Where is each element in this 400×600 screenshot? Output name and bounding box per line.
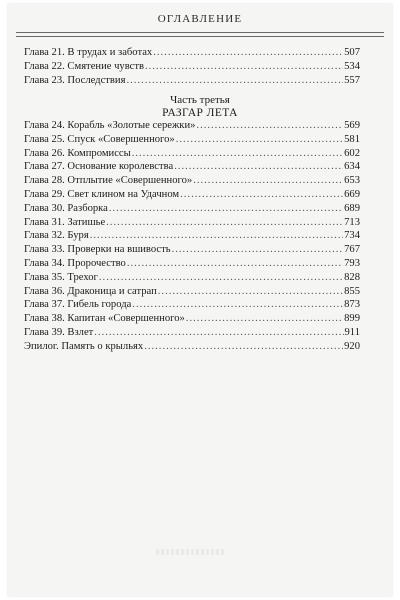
- toc-entry-title: Глава 21. В трудах и заботах: [24, 47, 153, 58]
- toc-entry: [24, 147, 360, 161]
- toc-entry: [24, 340, 360, 354]
- toc-entry: [24, 60, 360, 74]
- toc-entry: [24, 174, 360, 188]
- toc-entry: [24, 229, 360, 243]
- toc-leader-dots: [94, 326, 343, 340]
- toc-leader-dots: [158, 285, 343, 299]
- toc-entry: [24, 74, 360, 88]
- toc-entry-title: Глава 35. Трехог: [24, 271, 98, 283]
- toc-entry-page: 581: [344, 133, 360, 145]
- toc-group-part-three: [24, 119, 360, 340]
- toc-entry-title: Глава 37. Гибель города: [24, 299, 132, 311]
- toc-leader-dots: [132, 147, 343, 161]
- toc-entry: [24, 160, 360, 174]
- toc-entry-page: 873: [344, 299, 360, 311]
- toc-group-part-two-end: [24, 46, 360, 87]
- toc-group-epilogue: [24, 340, 360, 354]
- toc-entry-title: Глава 36. Драконица и сатрап: [24, 285, 157, 297]
- toc-leader-dots: [193, 174, 343, 188]
- toc-leader-dots: [186, 312, 343, 326]
- toc-entry: [24, 312, 360, 326]
- toc-entry-page: 793: [344, 257, 360, 269]
- toc-entry-title: Глава 34. Пророчество: [24, 257, 126, 269]
- toc-entry-page: 534: [344, 60, 360, 72]
- toc-entry-title: Глава 29. Свет клином на Удачном: [24, 188, 180, 200]
- toc-entry: [24, 298, 360, 312]
- toc-entry-page: 602: [344, 147, 360, 159]
- toc-entry-page: 507: [344, 47, 360, 58]
- page-header-title: ОГЛАВЛЕНИЕ: [157, 13, 243, 25]
- toc-leader-dots: [153, 46, 343, 60]
- toc-entry: [24, 202, 360, 216]
- book-page: [8, 4, 392, 596]
- faint-print-mark: [156, 549, 226, 555]
- toc-leader-dots: [99, 271, 343, 285]
- toc-entry: [24, 271, 360, 285]
- toc-entry: [24, 285, 360, 299]
- toc-entry: [24, 257, 360, 271]
- toc-entry-page: 634: [344, 161, 360, 173]
- toc-entry-page: 689: [344, 202, 360, 214]
- toc-leader-dots: [106, 216, 343, 230]
- toc-entry-title: Глава 27. Основание королевства: [24, 161, 174, 173]
- toc-leader-dots: [109, 202, 343, 216]
- header-double-rule: [16, 32, 384, 37]
- toc-entry-page: 734: [344, 230, 360, 242]
- toc-entry: [24, 119, 360, 133]
- toc-entry-page: 899: [344, 313, 360, 325]
- toc-leader-dots: [144, 340, 343, 354]
- toc-entry-page: 828: [344, 271, 360, 283]
- toc-entry-title: Глава 23. Последствия: [24, 74, 126, 86]
- toc-entry-page: 767: [344, 244, 360, 256]
- toc-leader-dots: [127, 257, 343, 271]
- toc-entry-page: 713: [344, 216, 360, 228]
- toc-entry: [24, 188, 360, 202]
- toc-leader-dots: [126, 74, 343, 88]
- toc-entry: [24, 46, 360, 60]
- toc-entry: [24, 243, 360, 257]
- toc-entry-title: Глава 32. Буря: [24, 230, 89, 242]
- toc-entry-page: 557: [344, 74, 360, 86]
- toc-leader-dots: [196, 119, 343, 133]
- toc-entry: [24, 216, 360, 230]
- toc-entry-title: Глава 28. Отплытие «Совершенного»: [24, 175, 193, 187]
- toc-entry-title: Глава 33. Проверки на вшивость: [24, 244, 171, 256]
- toc-leader-dots: [174, 160, 343, 174]
- part-title: Часть третья: [170, 94, 230, 106]
- toc-leader-dots: [180, 188, 343, 202]
- toc-entry-page: 569: [344, 120, 360, 131]
- toc-entry-title: Глава 30. Разборка: [24, 202, 108, 214]
- toc-entry: [24, 133, 360, 147]
- toc-entry-title: Глава 31. Затишье: [24, 216, 106, 228]
- toc-leader-dots: [145, 60, 343, 74]
- toc-leader-dots: [172, 243, 344, 257]
- toc-entry-title: Глава 24. Корабль «Золотые сережки»: [24, 120, 196, 131]
- toc-entry-title: Глава 39. Взлет: [24, 326, 94, 338]
- toc-entry-title: Глава 38. Капитан «Совершенного»: [24, 313, 185, 325]
- toc-entry-page: 855: [344, 285, 360, 297]
- toc-entry-page: 669: [344, 188, 360, 200]
- toc-entry-title: Глава 22. Смятение чувств: [24, 60, 144, 72]
- toc-entry-page: 920: [344, 341, 360, 352]
- part-subtitle: РАЗГАР ЛЕТА: [162, 107, 238, 119]
- toc-leader-dots: [176, 133, 343, 147]
- toc-leader-dots: [132, 298, 343, 312]
- toc-entry-title: Эпилог. Память о крыльях: [24, 341, 144, 352]
- toc-entry: [24, 326, 360, 340]
- toc-entry-page: 653: [344, 175, 360, 187]
- toc-entry-title: Глава 26. Компромиссы: [24, 147, 131, 159]
- toc-leader-dots: [90, 229, 343, 243]
- toc-entry-page: 911: [344, 326, 360, 338]
- toc-entry-title: Глава 25. Спуск «Совершенного»: [24, 133, 175, 145]
